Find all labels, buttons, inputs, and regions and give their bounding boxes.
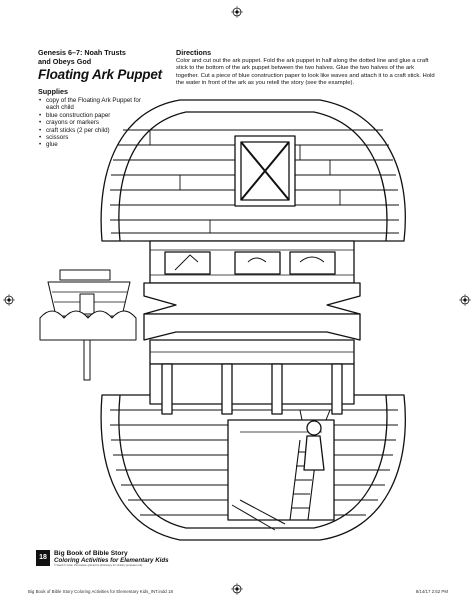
fold-flap: [144, 283, 360, 314]
supplies-heading: Supplies: [38, 87, 68, 96]
copyright-text: © David C Cook. Permission granted to photocopy for ministry purposes only.: [54, 564, 143, 567]
list-item: • craft sticks (2 per child): [46, 127, 143, 134]
book-subtitle: Coloring Activities for Elementary Kids: [54, 557, 169, 564]
book-title: Big Book of Bible Story: [54, 550, 128, 557]
list-item: • copy of the Floating Ark Puppet for each child: [46, 97, 143, 112]
page-number: 18: [36, 550, 50, 566]
list-item: • crayons or markers: [46, 119, 143, 126]
list-item: • scissors: [46, 134, 143, 141]
page-title: Floating Ark Puppet: [38, 67, 162, 82]
noah-figure: [307, 421, 321, 435]
list-item: • blue construction paper: [46, 112, 143, 119]
slug-timestamp: 8/14/17 2:52 PM: [415, 589, 448, 594]
scripture-subtitle: Genesis 6–7: Noah Trusts and Obeys God: [38, 48, 126, 66]
list-item: • glue: [46, 141, 143, 148]
slug-filename: Big Book of Bible Story Coloring Activities for Elementary Kids_INT.indd 18: [28, 589, 173, 594]
directions-text: Color and cut out the ark puppet. Fold the ark puppet in half along the dotted line and glue a craft stick to the bottom of the ark puppet between the two halves. Glue the two halves of the ark together. Cut a piece of blue construction paper to look like waves and attach it to a craft stick. Hold the water in front of the ark as you retell the story (see the example).: [176, 58, 435, 86]
puppet-example: [40, 270, 136, 380]
page-footer: [36, 550, 436, 570]
directions-heading: Directions: [176, 48, 212, 57]
